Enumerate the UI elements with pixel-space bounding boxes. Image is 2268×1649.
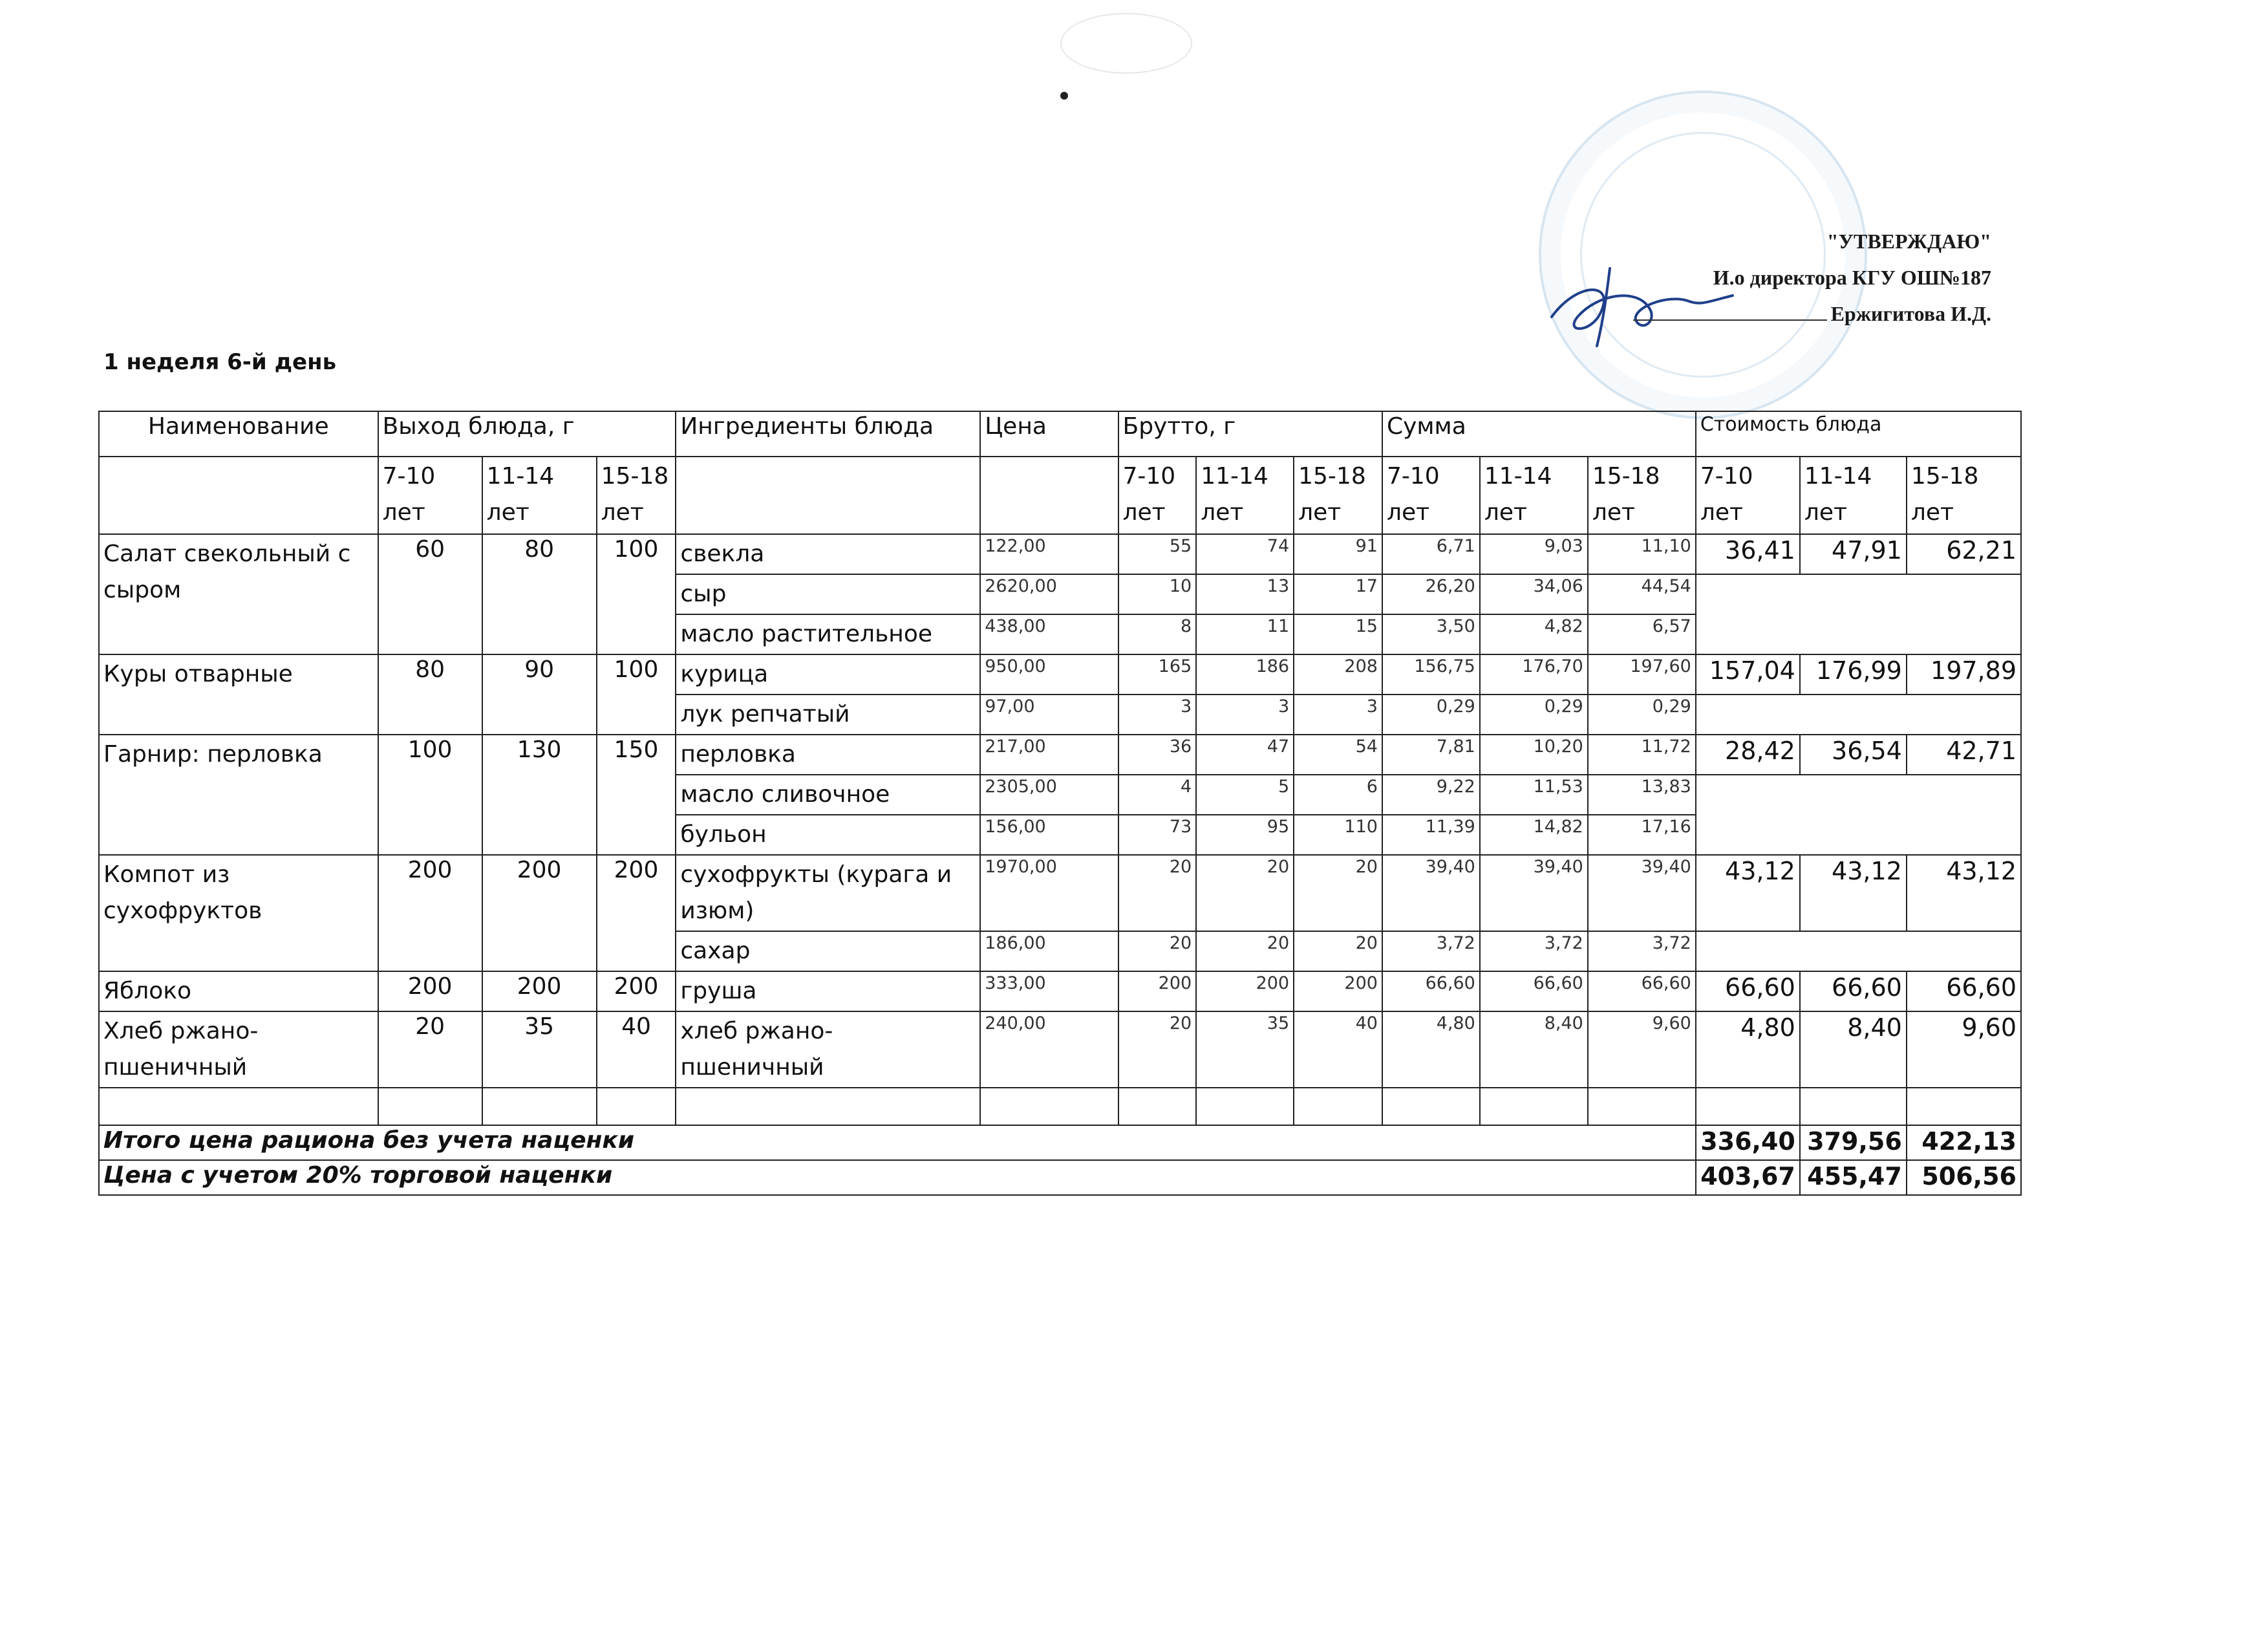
dish-name: Яблоко bbox=[99, 971, 378, 1011]
age-sum-1: 7-10 лет bbox=[1382, 457, 1480, 534]
total-label: Цена с учетом 20% торговой наценки bbox=[99, 1160, 1696, 1195]
ingredient-brutto: 20 bbox=[1294, 931, 1382, 971]
header-row-1 bbox=[99, 411, 2021, 457]
empty-cell bbox=[482, 1088, 597, 1125]
age-cost-2: 11-14 лет bbox=[1800, 457, 1907, 534]
dish-cost: 157,04 bbox=[1696, 654, 1800, 695]
dish-cost-blank bbox=[1696, 931, 2021, 971]
ingredient-sum: 6,57 bbox=[1588, 614, 1696, 654]
table-row bbox=[99, 735, 2021, 775]
ingredient-brutto: 200 bbox=[1294, 971, 1382, 1011]
dish-cost: 9,60 bbox=[1907, 1011, 2021, 1088]
ingredient-sum: 3,72 bbox=[1382, 931, 1480, 971]
ingredient-sum: 34,06 bbox=[1480, 574, 1588, 614]
age-output-2: 11-14 лет bbox=[482, 457, 597, 534]
dish-cost: 43,12 bbox=[1800, 855, 1907, 931]
empty-cell bbox=[1480, 1088, 1588, 1125]
dish-cost-blank bbox=[1696, 695, 2021, 735]
ingredient-brutto: 3 bbox=[1196, 695, 1294, 735]
total-value: 422,13 bbox=[1907, 1125, 2021, 1160]
ingredient-brutto: 40 bbox=[1294, 1011, 1382, 1088]
dish-output: 130 bbox=[482, 735, 597, 855]
age-sum-3: 15-18 лет bbox=[1588, 457, 1696, 534]
dish-cost: 176,99 bbox=[1800, 654, 1907, 695]
ingredient-name: масло сливочное bbox=[676, 775, 980, 815]
total-value: 506,56 bbox=[1907, 1160, 2021, 1195]
header-ingredients: Ингредиенты блюда bbox=[676, 411, 980, 457]
ingredient-sum: 39,40 bbox=[1382, 855, 1480, 931]
ingredient-sum: 0,29 bbox=[1588, 695, 1696, 735]
age-sum-2: 11-14 лет bbox=[1480, 457, 1588, 534]
table-row bbox=[99, 534, 2021, 574]
ingredient-sum: 11,10 bbox=[1588, 534, 1696, 574]
ingredient-sum: 10,20 bbox=[1480, 735, 1588, 775]
header-brutto: Брутто, г bbox=[1118, 411, 1382, 457]
header-name: Наименование bbox=[99, 411, 378, 457]
ingredient-sum: 11,72 bbox=[1588, 735, 1696, 775]
ingredient-brutto: 36 bbox=[1118, 735, 1197, 775]
empty-row bbox=[99, 1088, 2021, 1125]
ingredient-brutto: 20 bbox=[1118, 931, 1197, 971]
ingredient-price: 186,00 bbox=[980, 931, 1118, 971]
header-output: Выход блюда, г bbox=[378, 411, 676, 457]
ingredient-sum: 39,40 bbox=[1480, 855, 1588, 931]
signature-line bbox=[1633, 300, 1827, 321]
ingredient-sum: 26,20 bbox=[1382, 574, 1480, 614]
dish-output: 100 bbox=[597, 534, 676, 654]
ingredient-sum: 0,29 bbox=[1382, 695, 1480, 735]
ingredient-sum: 9,03 bbox=[1480, 534, 1588, 574]
ingredient-price: 438,00 bbox=[980, 614, 1118, 654]
ingredient-sum: 197,60 bbox=[1588, 654, 1696, 695]
approval-block bbox=[1487, 223, 1991, 332]
dish-cost: 36,54 bbox=[1800, 735, 1907, 775]
total-row bbox=[99, 1125, 2021, 1160]
dish-output: 100 bbox=[378, 735, 482, 855]
ingredient-brutto: 74 bbox=[1196, 534, 1294, 574]
dish-cost: 197,89 bbox=[1907, 654, 2021, 695]
header-sum: Сумма bbox=[1382, 411, 1696, 457]
day-title: 1 неделя 6-й день bbox=[103, 349, 337, 375]
ingredient-sum: 11,39 bbox=[1382, 815, 1480, 855]
total-value: 403,67 bbox=[1696, 1160, 1800, 1195]
ingredient-sum: 176,70 bbox=[1480, 654, 1588, 695]
approval-name-line bbox=[1487, 296, 1991, 332]
ingredient-name: перловка bbox=[676, 735, 980, 775]
age-output-3: 15-18 лет bbox=[597, 457, 676, 534]
header-blank bbox=[676, 457, 980, 534]
faint-mark bbox=[1060, 13, 1192, 74]
ingredient-brutto: 10 bbox=[1118, 574, 1197, 614]
total-row bbox=[99, 1160, 2021, 1195]
empty-cell bbox=[1588, 1088, 1696, 1125]
ingredient-sum: 9,22 bbox=[1382, 775, 1480, 815]
dish-output: 100 bbox=[597, 654, 676, 735]
age-cost-3: 15-18 лет bbox=[1907, 457, 2021, 534]
ingredient-sum: 13,83 bbox=[1588, 775, 1696, 815]
dish-output: 200 bbox=[482, 855, 597, 971]
age-brutto-2: 11-14 лет bbox=[1196, 457, 1294, 534]
dish-output: 80 bbox=[482, 534, 597, 654]
ingredient-sum: 39,40 bbox=[1588, 855, 1696, 931]
total-value: 379,56 bbox=[1800, 1125, 1907, 1160]
ingredient-brutto: 3 bbox=[1118, 695, 1197, 735]
dish-output: 200 bbox=[378, 855, 482, 971]
dish-name: Хлеб ржано-пшеничный bbox=[99, 1011, 378, 1088]
ingredient-brutto: 95 bbox=[1196, 815, 1294, 855]
dish-cost: 66,60 bbox=[1800, 971, 1907, 1011]
dish-cost: 62,21 bbox=[1907, 534, 2021, 574]
ingredient-sum: 4,82 bbox=[1480, 614, 1588, 654]
total-label: Итого цена рациона без учета наценки bbox=[99, 1125, 1696, 1160]
menu-body bbox=[99, 534, 2021, 1195]
ingredient-price: 2305,00 bbox=[980, 775, 1118, 815]
ingredient-brutto: 73 bbox=[1118, 815, 1197, 855]
ingredient-brutto: 110 bbox=[1294, 815, 1382, 855]
ingredient-brutto: 20 bbox=[1294, 855, 1382, 931]
ingredient-sum: 4,80 bbox=[1382, 1011, 1480, 1088]
ingredient-brutto: 8 bbox=[1118, 614, 1197, 654]
ingredient-brutto: 5 bbox=[1196, 775, 1294, 815]
ingredient-sum: 8,40 bbox=[1480, 1011, 1588, 1088]
ingredient-brutto: 20 bbox=[1118, 1011, 1197, 1088]
ingredient-name: курица bbox=[676, 654, 980, 695]
dish-output: 80 bbox=[378, 654, 482, 735]
table-row bbox=[99, 1011, 2021, 1088]
ingredient-brutto: 55 bbox=[1118, 534, 1197, 574]
empty-cell bbox=[1196, 1088, 1294, 1125]
dish-cost: 43,12 bbox=[1907, 855, 2021, 931]
ingredient-sum: 6,71 bbox=[1382, 534, 1480, 574]
ingredient-price: 950,00 bbox=[980, 654, 1118, 695]
dish-output: 90 bbox=[482, 654, 597, 735]
dish-output: 200 bbox=[597, 971, 676, 1011]
ingredient-sum: 3,72 bbox=[1588, 931, 1696, 971]
dish-cost-blank bbox=[1696, 775, 2021, 855]
dish-name: Компот из сухофруктов bbox=[99, 855, 378, 971]
ingredient-brutto: 208 bbox=[1294, 654, 1382, 695]
menu-table bbox=[98, 411, 2022, 1196]
ingredient-sum: 17,16 bbox=[1588, 815, 1696, 855]
empty-cell bbox=[1294, 1088, 1382, 1125]
ingredient-name: груша bbox=[676, 971, 980, 1011]
ingredient-brutto: 165 bbox=[1118, 654, 1197, 695]
dish-name: Гарнир: перловка bbox=[99, 735, 378, 855]
dish-output: 60 bbox=[378, 534, 482, 654]
dish-cost: 47,91 bbox=[1800, 534, 1907, 574]
dish-cost: 43,12 bbox=[1696, 855, 1800, 931]
ingredient-brutto: 35 bbox=[1196, 1011, 1294, 1088]
ingredient-brutto: 3 bbox=[1294, 695, 1382, 735]
header-cost: Стоимость блюда bbox=[1696, 411, 2021, 457]
dish-cost: 42,71 bbox=[1907, 735, 2021, 775]
ingredient-price: 2620,00 bbox=[980, 574, 1118, 614]
dish-output: 35 bbox=[482, 1011, 597, 1088]
ingredient-brutto: 20 bbox=[1196, 931, 1294, 971]
ingredient-name: сыр bbox=[676, 574, 980, 614]
ingredient-sum: 3,50 bbox=[1382, 614, 1480, 654]
ingredient-brutto: 13 bbox=[1196, 574, 1294, 614]
dish-output: 150 bbox=[597, 735, 676, 855]
ingredient-sum: 66,60 bbox=[1588, 971, 1696, 1011]
dish-output: 40 bbox=[597, 1011, 676, 1088]
age-output-1: 7-10 лет bbox=[378, 457, 482, 534]
ingredient-sum: 66,60 bbox=[1382, 971, 1480, 1011]
ingredient-price: 240,00 bbox=[980, 1011, 1118, 1088]
dish-cost: 66,60 bbox=[1696, 971, 1800, 1011]
total-value: 455,47 bbox=[1800, 1160, 1907, 1195]
dish-cost: 8,40 bbox=[1800, 1011, 1907, 1088]
ingredient-brutto: 200 bbox=[1118, 971, 1197, 1011]
dish-cost: 4,80 bbox=[1696, 1011, 1800, 1088]
ingredient-price: 122,00 bbox=[980, 534, 1118, 574]
dish-output: 20 bbox=[378, 1011, 482, 1088]
empty-cell bbox=[1800, 1088, 1907, 1125]
ingredient-price: 156,00 bbox=[980, 815, 1118, 855]
ink-dot bbox=[1060, 92, 1068, 100]
empty-cell bbox=[597, 1088, 676, 1125]
dish-name: Куры отварные bbox=[99, 654, 378, 735]
ingredient-price: 333,00 bbox=[980, 971, 1118, 1011]
header-blank bbox=[980, 457, 1118, 534]
ingredient-sum: 7,81 bbox=[1382, 735, 1480, 775]
header-price: Цена bbox=[980, 411, 1118, 457]
ingredient-name: масло растительное bbox=[676, 614, 980, 654]
ingredient-brutto: 20 bbox=[1196, 855, 1294, 931]
ingredient-brutto: 54 bbox=[1294, 735, 1382, 775]
ingredient-sum: 11,53 bbox=[1480, 775, 1588, 815]
approval-role: И.о директора КГУ ОШ№187 bbox=[1713, 266, 1991, 289]
ingredient-sum: 66,60 bbox=[1480, 971, 1588, 1011]
empty-cell bbox=[1696, 1088, 1800, 1125]
dish-cost: 28,42 bbox=[1696, 735, 1800, 775]
ingredient-sum: 9,60 bbox=[1588, 1011, 1696, 1088]
header-row-2 bbox=[99, 457, 2021, 534]
ingredient-brutto: 17 bbox=[1294, 574, 1382, 614]
dish-output: 200 bbox=[378, 971, 482, 1011]
dish-output: 200 bbox=[597, 855, 676, 971]
empty-cell bbox=[676, 1088, 980, 1125]
age-brutto-1: 7-10 лет bbox=[1118, 457, 1197, 534]
empty-cell bbox=[980, 1088, 1118, 1125]
ingredient-price: 1970,00 bbox=[980, 855, 1118, 931]
ingredient-sum: 156,75 bbox=[1382, 654, 1480, 695]
table-row bbox=[99, 855, 2021, 931]
dish-cost: 66,60 bbox=[1907, 971, 2021, 1011]
ingredient-sum: 44,54 bbox=[1588, 574, 1696, 614]
ingredient-brutto: 47 bbox=[1196, 735, 1294, 775]
ingredient-sum: 14,82 bbox=[1480, 815, 1588, 855]
empty-cell bbox=[1118, 1088, 1197, 1125]
ingredient-name: бульон bbox=[676, 815, 980, 855]
ingredient-brutto: 11 bbox=[1196, 614, 1294, 654]
ingredient-price: 217,00 bbox=[980, 735, 1118, 775]
dish-name: Салат свекольный с сыром bbox=[99, 534, 378, 654]
ingredient-brutto: 186 bbox=[1196, 654, 1294, 695]
ingredient-brutto: 15 bbox=[1294, 614, 1382, 654]
total-value: 336,40 bbox=[1696, 1125, 1800, 1160]
dish-cost-blank bbox=[1696, 574, 2021, 654]
age-brutto-3: 15-18 лет bbox=[1294, 457, 1382, 534]
ingredient-name: сахар bbox=[676, 931, 980, 971]
ingredient-sum: 0,29 bbox=[1480, 695, 1588, 735]
empty-cell bbox=[1907, 1088, 2021, 1125]
approval-name: Ержигитова И.Д. bbox=[1830, 302, 1991, 325]
ingredient-price: 97,00 bbox=[980, 695, 1118, 735]
table-row bbox=[99, 971, 2021, 1011]
ingredient-brutto: 4 bbox=[1118, 775, 1197, 815]
table-row bbox=[99, 654, 2021, 695]
dish-output: 200 bbox=[482, 971, 597, 1011]
empty-cell bbox=[1382, 1088, 1480, 1125]
dish-cost: 36,41 bbox=[1696, 534, 1800, 574]
empty-cell bbox=[99, 1088, 378, 1125]
age-cost-1: 7-10 лет bbox=[1696, 457, 1800, 534]
ingredient-brutto: 91 bbox=[1294, 534, 1382, 574]
ingredient-name: хлеб ржано-пшеничный bbox=[676, 1011, 980, 1088]
ingredient-sum: 3,72 bbox=[1480, 931, 1588, 971]
ingredient-brutto: 200 bbox=[1196, 971, 1294, 1011]
ingredient-name: сухофрукты (курага и изюм) bbox=[676, 855, 980, 931]
header-blank bbox=[99, 457, 378, 534]
ingredient-brutto: 20 bbox=[1118, 855, 1197, 931]
empty-cell bbox=[378, 1088, 482, 1125]
approval-title: "УТВЕРЖДАЮ" bbox=[1826, 230, 1991, 253]
ingredient-brutto: 6 bbox=[1294, 775, 1382, 815]
ingredient-name: свекла bbox=[676, 534, 980, 574]
ingredient-name: лук репчатый bbox=[676, 695, 980, 735]
